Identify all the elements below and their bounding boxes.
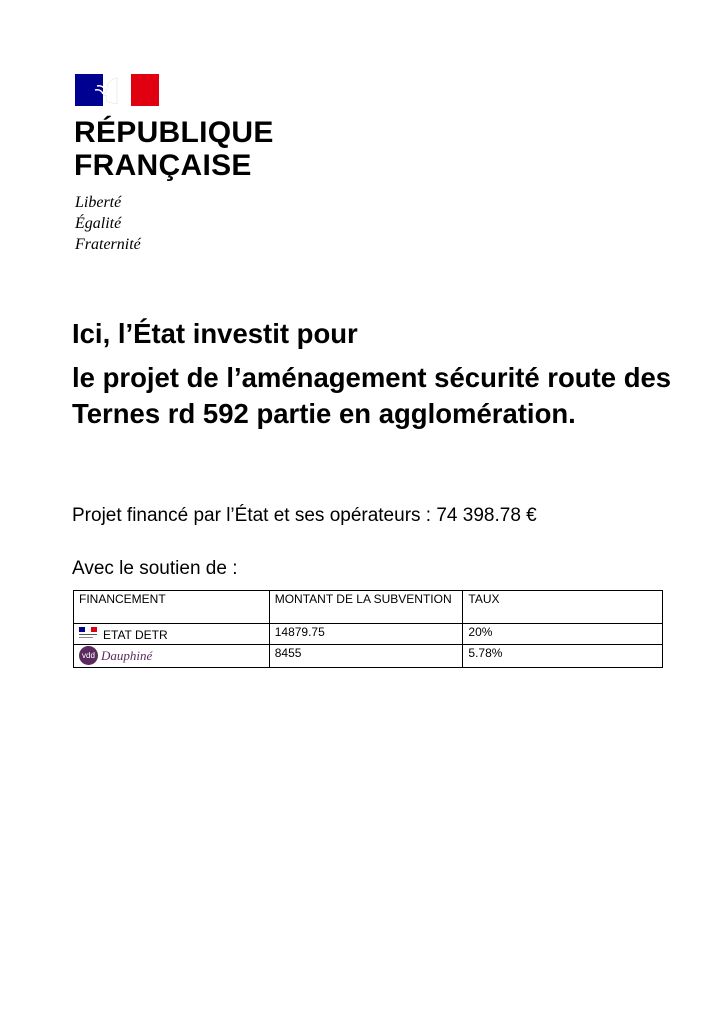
table-row [74, 645, 663, 668]
vdd-badge: vdd [79, 646, 98, 665]
amount-cell: 8455 [269, 645, 463, 668]
support-label: Avec le soutien de : [72, 558, 238, 579]
republic-line-1: RÉPUBLIQUE [74, 116, 274, 149]
republique-francaise-name [74, 116, 274, 182]
page-title [72, 316, 672, 432]
header-montant: MONTANT DE LA SUBVENTION [269, 591, 463, 624]
table-row [74, 624, 663, 645]
motto-fraternite: Fraternité [75, 236, 141, 253]
motto-liberte: Liberté [75, 194, 122, 211]
republic-line-2: FRANÇAISE [74, 149, 252, 182]
marianne-profile-icon [89, 76, 145, 106]
dauphine-logo-text: Dauphiné [101, 648, 153, 663]
funder-cell [74, 645, 270, 668]
table-header-row [74, 591, 663, 624]
republique-francaise-logo [68, 68, 300, 280]
funder-cell [74, 624, 270, 645]
financed-amount-text: Projet financé par l’État et ses opérateurs : 74 398.78 € [72, 505, 537, 526]
rate-cell: 20% [463, 624, 663, 645]
republique-francaise-logo-icon [79, 627, 97, 641]
motto-egalite: Égalité [75, 215, 122, 232]
header-taux: TAUX [463, 591, 663, 624]
rate-cell: 5.78% [463, 645, 663, 668]
funding-table [73, 590, 663, 668]
marianne-flag-icon [75, 74, 159, 106]
header-financement: FINANCEMENT [74, 591, 270, 624]
amount-cell: 14879.75 [269, 624, 463, 645]
vals-du-dauphine-logo-icon [79, 646, 264, 665]
title-line-2: le projet de l’aménagement sécurité route des Ternes rd 592 partie en agglomération. [72, 362, 672, 429]
motto [75, 192, 141, 255]
title-line-1: Ici, l’État investit pour [72, 318, 358, 349]
funder-name: ETAT DETR [103, 628, 168, 642]
